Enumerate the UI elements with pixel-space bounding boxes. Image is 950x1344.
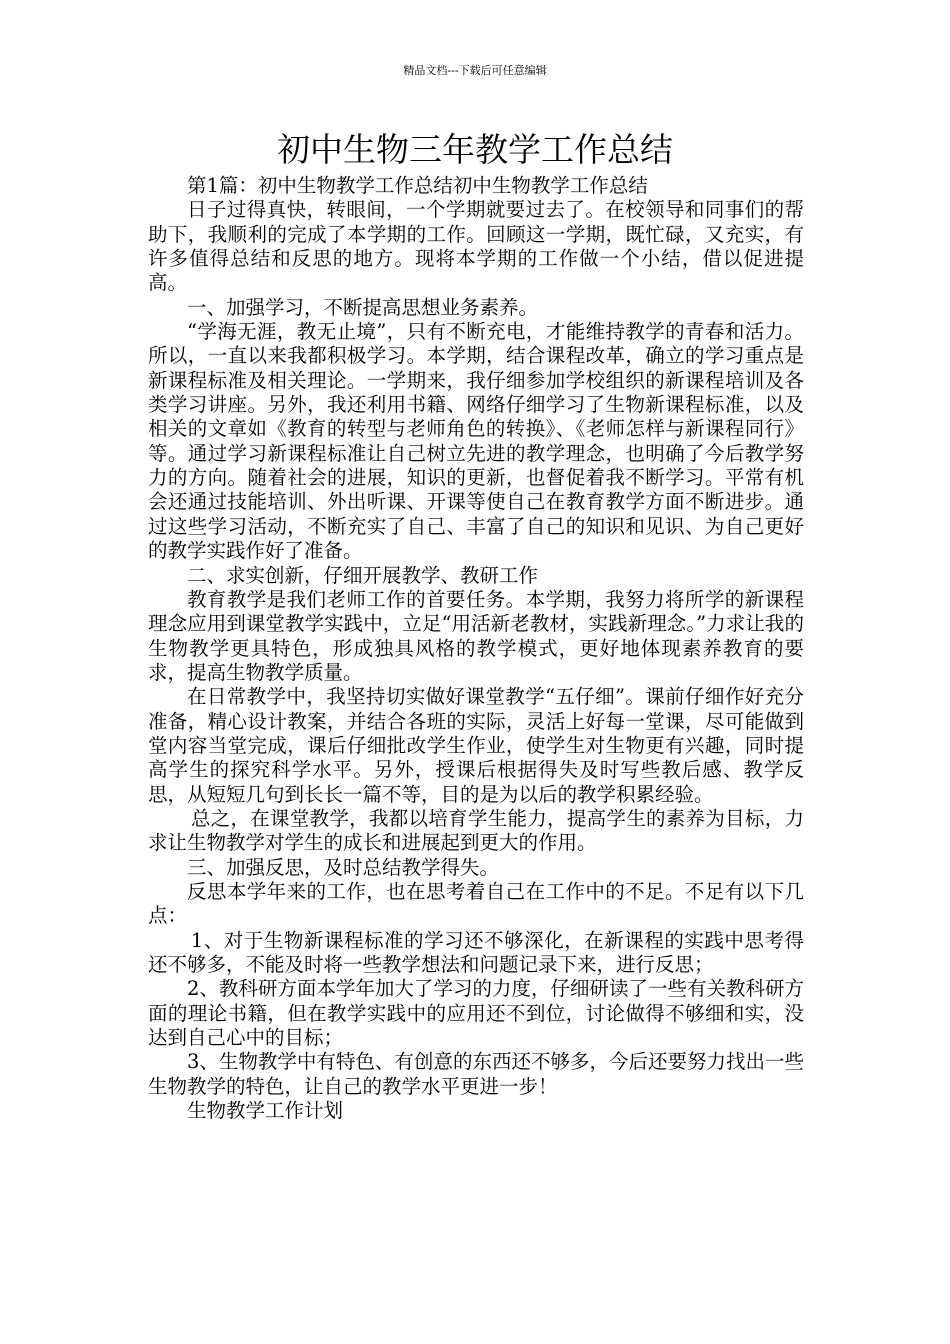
document-body bbox=[148, 174, 804, 1123]
body-paragraph: 日子过得真快，转眼间，一个学期就要过去了。在校领导和同事们的帮助下，我顺利的完成了本学期的工作。回顾这一学期，既忙碌，又充实，有许多值得总结和反思的地方。现将本学期的工作做一个小结，借以促进提高。 bbox=[148, 198, 804, 295]
section-heading: 生物教学工作计划 bbox=[187, 1099, 344, 1123]
body-paragraph: 教育教学是我们老师工作的首要任务。本学期，我努力将所学的新课程理念应用到课堂教学实践中，立足“用活新老教材，实践新理念。”力求让我的生物教学更具特色，形成独具风格的教学模式，更好地体现素养教育的要求，提高生物教学质量。 bbox=[148, 587, 804, 684]
page-header-note: 精品文档---下载后可任意编辑 bbox=[403, 64, 547, 77]
body-paragraph: “学海无涯，教无止境”，只有不断充电，才能维持教学的青春和活力。所以，一直以来我都积极学习。本学期，结合课程改革，确立的学习重点是新课程标准及相关理论。一学期来，我仔细参加学校组织的新课程培训及各类学习讲座。另外，我还利用书籍、网络仔细学习了生物新课程标准，以及相关的文章如《教育的转型与老师角色的转换》、《老师怎样与新课程同行》等。通过学习新课程标准让自己树立先进的教学理念，也明确了今后教学努力的方向。随着社会的进展，知识的更新，也督促着我不断学习。平常有机会还通过技能培训、外出听课、开课等使自己在教育教学方面不断进步。通过这些学习活动，不断充实了自己、丰富了自己的知识和见识、为自己更好的教学实践作好了准备。 bbox=[148, 320, 804, 563]
body-paragraph: 总之，在课堂教学，我都以培育学生能力，提高学生的素养为目标，力求让生物教学对学生的成长和进展起到更大的作用。 bbox=[148, 806, 804, 855]
list-item: 2、教科研方面本学年加大了学习的力度，仔细研读了一些有关教科研方面的理论书籍，但在教学实践中的应用还不到位，讨论做得不够细和实，没达到自己心中的目标； bbox=[148, 977, 804, 1050]
list-item: 1、对于生物新课程标准的学习还不够深化，在新课程的实践中思考得还不够多，不能及时将一些教学想法和问题记录下来，进行反思； bbox=[148, 928, 804, 976]
body-paragraph: 在日常教学中，我坚持切实做好课堂教学“五仔细”。课前仔细作好充分准备，精心设计教案，并结合各班的实际，灵活上好每一堂课，尽可能做到堂内容当堂完成，课后仔细批改学生作业，使学生对生物更有兴趣，同时提高学生的探究科学水平。另外，授课后根据得失及时写些教后感、教学反思，从短短几句到长长一篇不等，目的是为以后的教学积累经验。 bbox=[148, 685, 804, 806]
section-heading: 二、求实创新，仔细开展教学、教研工作 bbox=[187, 563, 539, 587]
list-item: 3、生物教学中有特色、有创意的东西还不够多，今后还要努力找出一些生物教学的特色，让自己的教学水平更进一步！ bbox=[148, 1050, 804, 1098]
document-title: 初中生物三年教学工作总结 bbox=[277, 130, 673, 169]
body-paragraph: 反思本学年来的工作，也在思考着自己在工作中的不足。不足有以下几点： bbox=[148, 879, 804, 928]
section-heading: 一、加强学习，不断提高思想业务素养。 bbox=[187, 295, 539, 319]
section-heading: 三、加强反思，及时总结教学得失。 bbox=[187, 855, 500, 879]
article-subtitle: 第1篇：初中生物教学工作总结初中生物教学工作总结 bbox=[187, 174, 648, 197]
